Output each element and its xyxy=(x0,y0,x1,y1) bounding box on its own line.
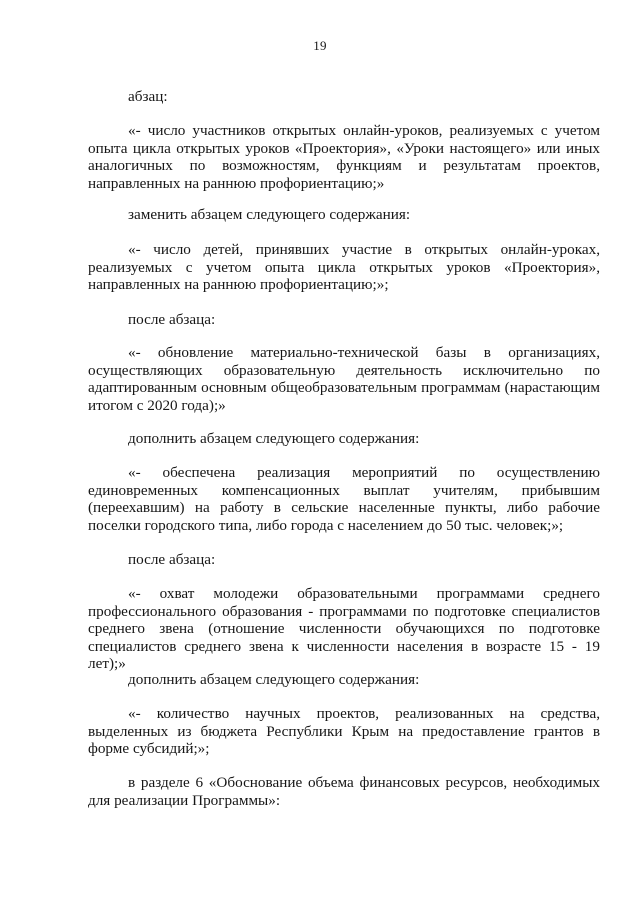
page-number: 19 xyxy=(313,38,327,53)
quoted-paragraph-6: «- количество научных проектов, реализованных на средства, выделенных из бюджета Республики Крым на предоставление грантов в форме субсидий;»; xyxy=(88,705,600,758)
instruction-paragraph-2: заменить абзацем следующего содержания: xyxy=(128,206,411,223)
quoted-paragraph-4: «- обеспечена реализация мероприятий по осуществлению единовременных компенсационных выплат учителям, прибывшим (переехавшим) на работу в сельские населенные пункты, либо рабочие поселки городского типа, либо города с населением до 50 тыс. человек;»; xyxy=(88,464,600,534)
quoted-paragraph-3: «- обновление материально-технической базы в организациях, осуществляющих образовательную деятельность исключительно по адаптированным основным общеобразовательным программам (нарастающим итогом с 2020 года);» xyxy=(88,344,600,414)
instruction-paragraph-4: дополнить абзацем следующего содержания: xyxy=(128,430,420,447)
instruction-paragraph-1: абзац: xyxy=(128,88,168,105)
quoted-paragraph-2: «- число детей, принявших участие в открытых онлайн-уроках, реализуемых с учетом опыта цикла открытых уроков «Проектория», направленных на раннюю профориентацию;»; xyxy=(88,241,600,294)
quoted-paragraph-5: «- охват молодежи образовательными программами среднего профессионального образования - программами по подготовке специалистов среднего звена (отношение численности обучающихся по подготовке специалистов среднего звена к численности населения в возрасте 15 - 19 лет);» xyxy=(88,585,600,673)
instruction-paragraph-3: после абзаца: xyxy=(128,311,216,328)
instruction-paragraph-5: после абзаца: xyxy=(128,551,216,568)
instruction-paragraph-6: дополнить абзацем следующего содержания: xyxy=(128,671,420,688)
section-instruction-paragraph: в разделе 6 «Обоснование объема финансовых ресурсов, необходимых для реализации Программы»: xyxy=(88,774,600,809)
quoted-paragraph-1: «- число участников открытых онлайн-уроков, реализуемых с учетом опыта цикла открытых уроков «Проектория», «Уроки настоящего» или иных аналогичных по возможностям, функциям и результатам проектов, направленных на раннюю профориентацию;» xyxy=(88,122,600,192)
